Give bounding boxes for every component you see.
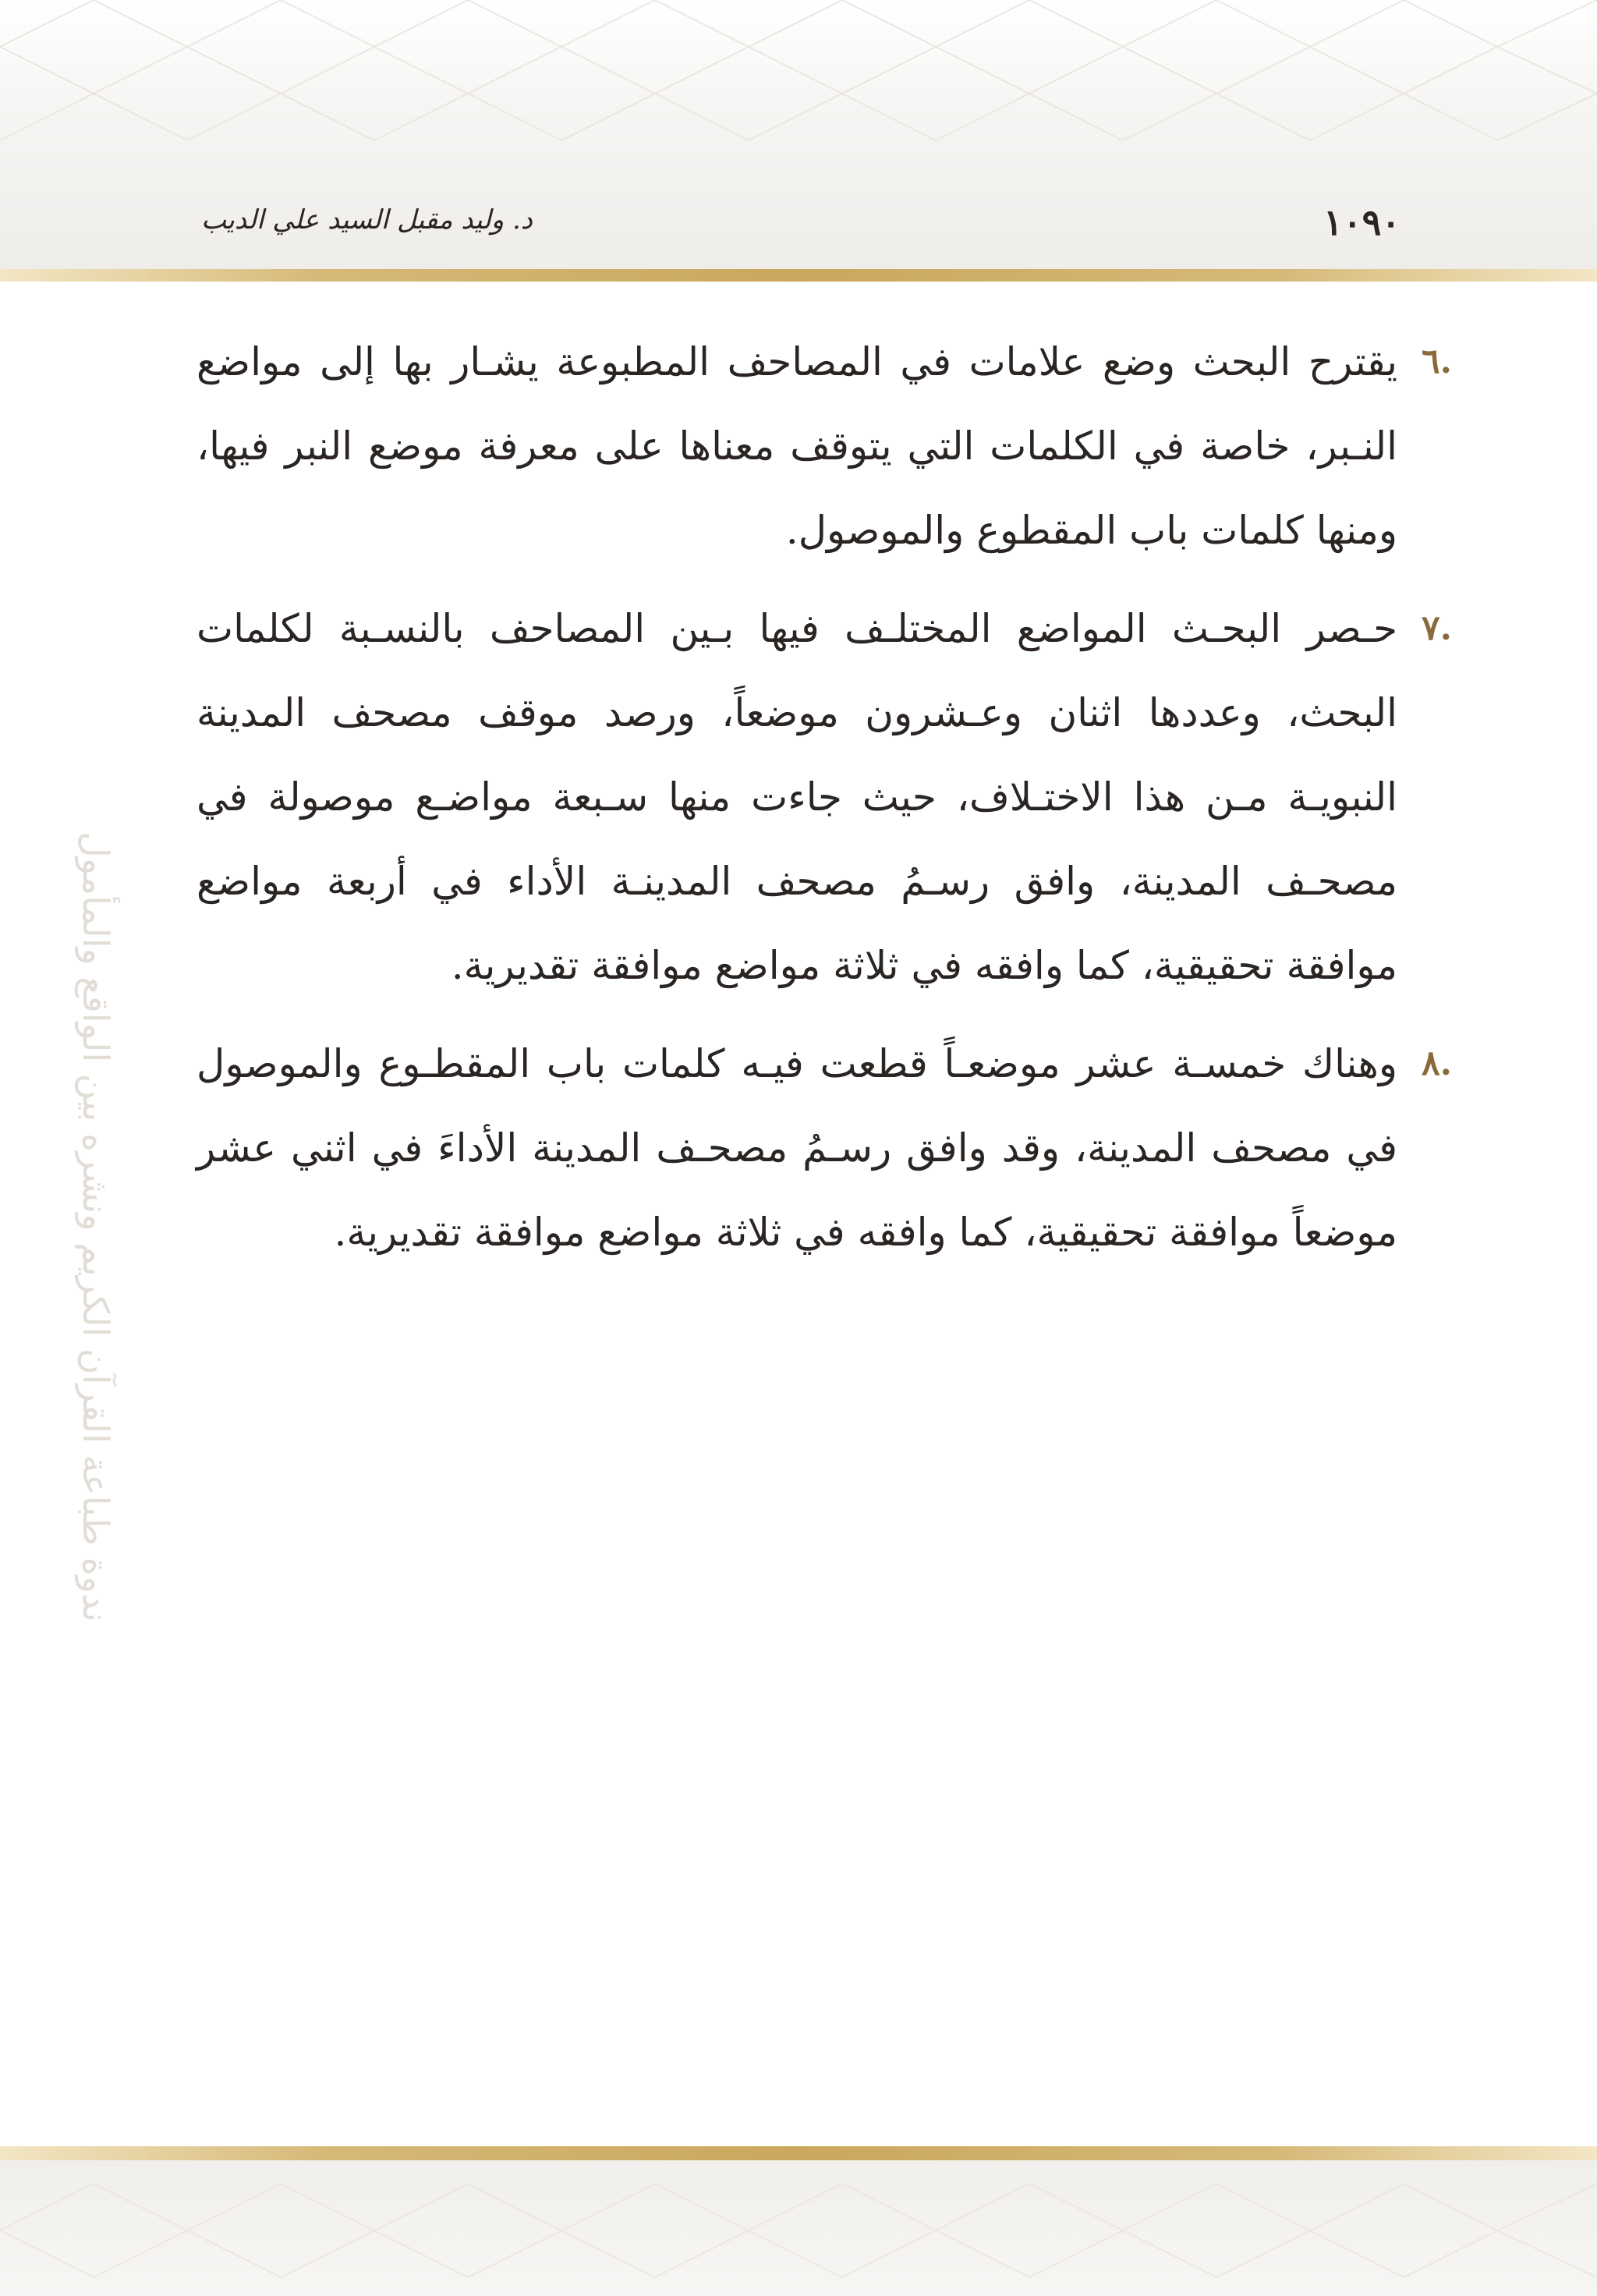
item-text: يقترح البحث وضع علامات في المصاحف المطبوعة يشـار بها إلى مواضع النـبر، خاصة في الكلمات التي يتوقف معناها على معرفة موضع النبر فيها، ومنها كلمات باب المقطوع والموصول. [197,339,1397,553]
side-watermark: ندوة طباعة القرآن الكريم ونشره بين الواقع والمأمول [75,831,117,1622]
header-gold-rule [0,269,1597,282]
item-number: .٦ [1422,342,1452,381]
list-item [197,1022,1452,1274]
main-content [197,320,1452,1288]
page-number: ١٠٩٠ [1323,201,1400,243]
list-item [197,586,1452,1008]
list-item [197,320,1452,572]
geometric-pattern-icon [0,2160,1597,2296]
footer-decorative-band [0,2160,1597,2296]
footer-gold-rule [0,2146,1597,2160]
item-text: حـصر البحـث المواضع المختلـف فيها بـين المصاحف بالنسـبة لكلمات البحث، وعددها اثنان وعـشرون موضعاً، ورصد موقف مصحف المدينة النبويـة مـن هذا الاختـلاف، حيث جاءت منها سـبعة مواضـع موصولة في مصحـف المدينة، وافق رسـمُ مصحف المدينـة الأداء في أربعة مواضع موافقة تحقيقية، كما وافقه في ثلاثة مواضع موافقة تقديرية. [197,606,1397,988]
item-number: .٨ [1422,1043,1452,1083]
author-name: د. وليد مقبل السيد علي الديب [201,204,533,236]
item-text: وهناك خمسـة عشر موضعـاً قطعت فيـه كلمات باب المقطـوع والموصول في مصحف المدينة، وقد وافق رسـمُ مصحـف المدينة الأداءَ في اثني عشر موضعاً موافقة تحقيقية، كما وافقه في ثلاثة مواضع موافقة تقديرية. [197,1041,1397,1255]
item-number: .٧ [1422,608,1452,648]
